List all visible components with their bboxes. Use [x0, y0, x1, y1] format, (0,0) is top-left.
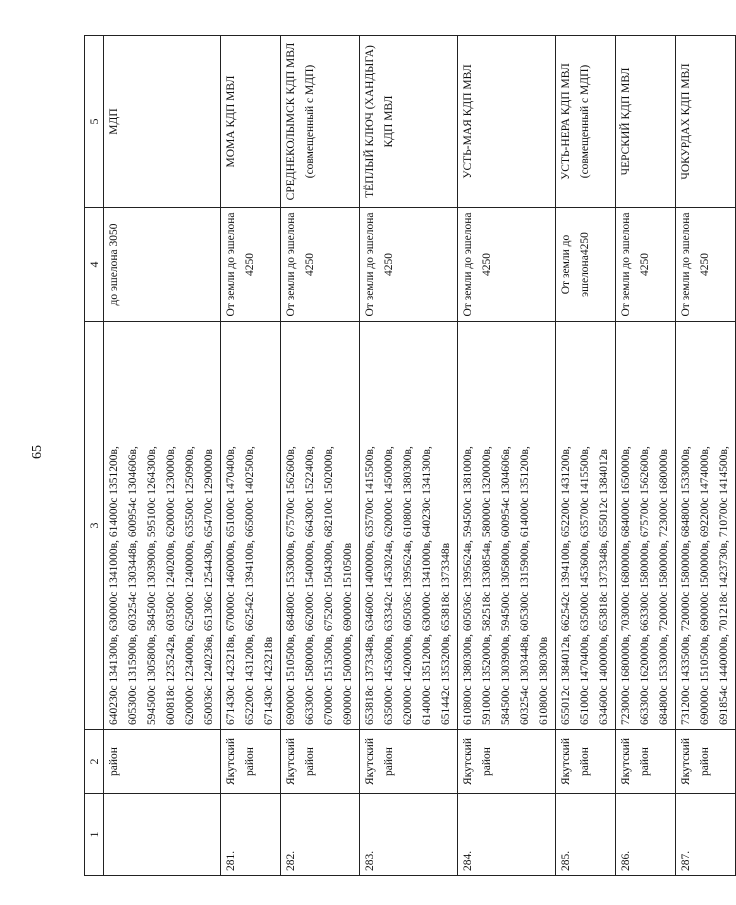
altitude-cell: От земли до эшелона 4250	[360, 208, 458, 322]
altitude-cell: От земли до эшелона 4250	[281, 208, 360, 322]
table-row	[281, 36, 360, 876]
row-number	[104, 794, 221, 876]
table-row	[556, 36, 616, 876]
coordinates-cell: 723000с 1680000в, 703000с 1680000в, 684000с 1650000в, 663300с 1620000в, 663300с 1580000в, 675700с 1562600в, 684800с 1533000в, 720000с 1580000в, 723000с 1680000в	[616, 322, 676, 730]
table-row	[458, 36, 556, 876]
column-header: 2	[85, 730, 104, 794]
atc-unit-cell: СРЕДНЕКОЛЫМСК КДП МВЛ (совмещенный с МДП)	[281, 36, 360, 208]
coordinates-cell: 653818с 1373348в, 634600с 1400000в, 635700с 1415500в, 635000с 1453600в, 633342с 1453024в, 620000с 1450000в, 620000с 1420000в, 605036с 1395624в, 610800с 1380300в, 614000с 1351200в, 630000с 1341000в, 640230с 1341300в, 651442с 1353200в, 653818с 1373348в	[360, 322, 458, 730]
page-number: 65	[30, 445, 45, 459]
atc-unit-cell: ЧОКУРДАХ КДП МВЛ	[676, 36, 736, 208]
row-number: 284.	[458, 794, 556, 876]
district-cell: Якутский район	[281, 730, 360, 794]
coordinates-cell: 690000с 1510500в, 684800с 1533000в, 675700с 1562600в, 663300с 1580000в, 662000с 1540000в, 664300с 1522400в, 670000с 1513500в, 675200с 1504300в, 682100с 1502000в, 690000с 1500000в, 690000с 1510500в	[281, 322, 360, 730]
column-header: 4	[85, 208, 104, 322]
altitude-cell: От земли до эшелона 4250	[676, 208, 736, 322]
district-cell: Якутский район	[221, 730, 281, 794]
district-cell: Якутский район	[616, 730, 676, 794]
table-row	[616, 36, 676, 876]
column-header: 1	[85, 794, 104, 876]
row-number: 287.	[676, 794, 736, 876]
coordinates-cell: 610800с 1380300в, 605036с 1395624в, 594500с 1381000в, 591000с 1352000в, 582518с 1330854в, 580000с 1320000в, 584500с 1303900в, 594500с 1305800в, 600954с 1304606в, 603254с 1303448в, 605300с 1315900в, 614000с 1351200в, 610800с 1380300в	[458, 322, 556, 730]
header-row	[85, 36, 104, 876]
coordinates-cell: 640230с 1341300в, 630000с 1341000в, 614000с 1351200в, 605300с 1315900в, 603254с 1303448в, 600954с 1304606в, 594500с 1305800в, 584500с 1303900в, 595100с 1264300в, 600818с 1235242в, 603500с 1240200в, 620000с 1230000в, 620000с 1234000в, 625000с 1240000в, 635500с 1250900в, 650036с 1240236в, 651306с 1254430в, 654700с 1290000в	[104, 322, 221, 730]
atc-unit-cell: УСТЬ-НЕРА КДП МВЛ (совмещенный с МДП)	[556, 36, 616, 208]
table-row	[360, 36, 458, 876]
district-cell: Якутский район	[360, 730, 458, 794]
airspace-table	[84, 35, 736, 876]
coordinates-cell: 671430с 1423218в, 670000с 1460000в, 651000с 1470400в, 652200с 1431200в, 662542с 1394100в, 665000с 1402500в, 671430с 1423218в	[221, 322, 281, 730]
altitude-cell: От земли до эшелона 4250	[458, 208, 556, 322]
altitude-cell: От земли до эшелона 4250	[221, 208, 281, 322]
row-number: 282.	[281, 794, 360, 876]
altitude-cell: до эшелона 3050	[104, 208, 221, 322]
column-header: 5	[85, 36, 104, 208]
row-number: 285.	[556, 794, 616, 876]
district-cell: Якутский район	[676, 730, 736, 794]
table-row	[104, 36, 221, 876]
row-number: 281.	[221, 794, 281, 876]
district-cell: Якутский район	[458, 730, 556, 794]
altitude-cell: От земли до эшелона 4250	[616, 208, 676, 322]
row-number: 283.	[360, 794, 458, 876]
atc-unit-cell: ТЁПЛЫЙ КЛЮЧ (ХАНДЫГА) КДП МВЛ	[360, 36, 458, 208]
coordinates-cell: 731200с 1433500в, 720000с 1580000в, 684800с 1533000в, 690000с 1510500в, 690000с 1500000в, 692200с 1474000в, 691854с 1440000в, 701218с 1423730в, 710700с 1414500в,	[676, 322, 736, 730]
altitude-cell: От земли до эшелона4250	[556, 208, 616, 322]
table-row	[221, 36, 281, 876]
district-cell: район	[104, 730, 221, 794]
column-header: 3	[85, 322, 104, 730]
airspace-table-container	[84, 36, 730, 876]
atc-unit-cell: УСТЬ-МАЯ КДП МВЛ	[458, 36, 556, 208]
atc-unit-cell: ЧЕРСКИЙ КДП МВЛ	[616, 36, 676, 208]
atc-unit-cell: МОМА КДП МВЛ	[221, 36, 281, 208]
atc-unit-cell: МДП	[104, 36, 221, 208]
district-cell: Якутский район	[556, 730, 616, 794]
row-number: 286.	[616, 794, 676, 876]
table-row	[676, 36, 736, 876]
coordinates-cell: 655012с 1384012в, 662542с 1394100в, 652200с 1431200в, 651000с 1470400в, 635000с 1453600в, 635700с 1415500в, 634600с 1400000в, 653818с 1373348в, 655012с 1384012в	[556, 322, 616, 730]
